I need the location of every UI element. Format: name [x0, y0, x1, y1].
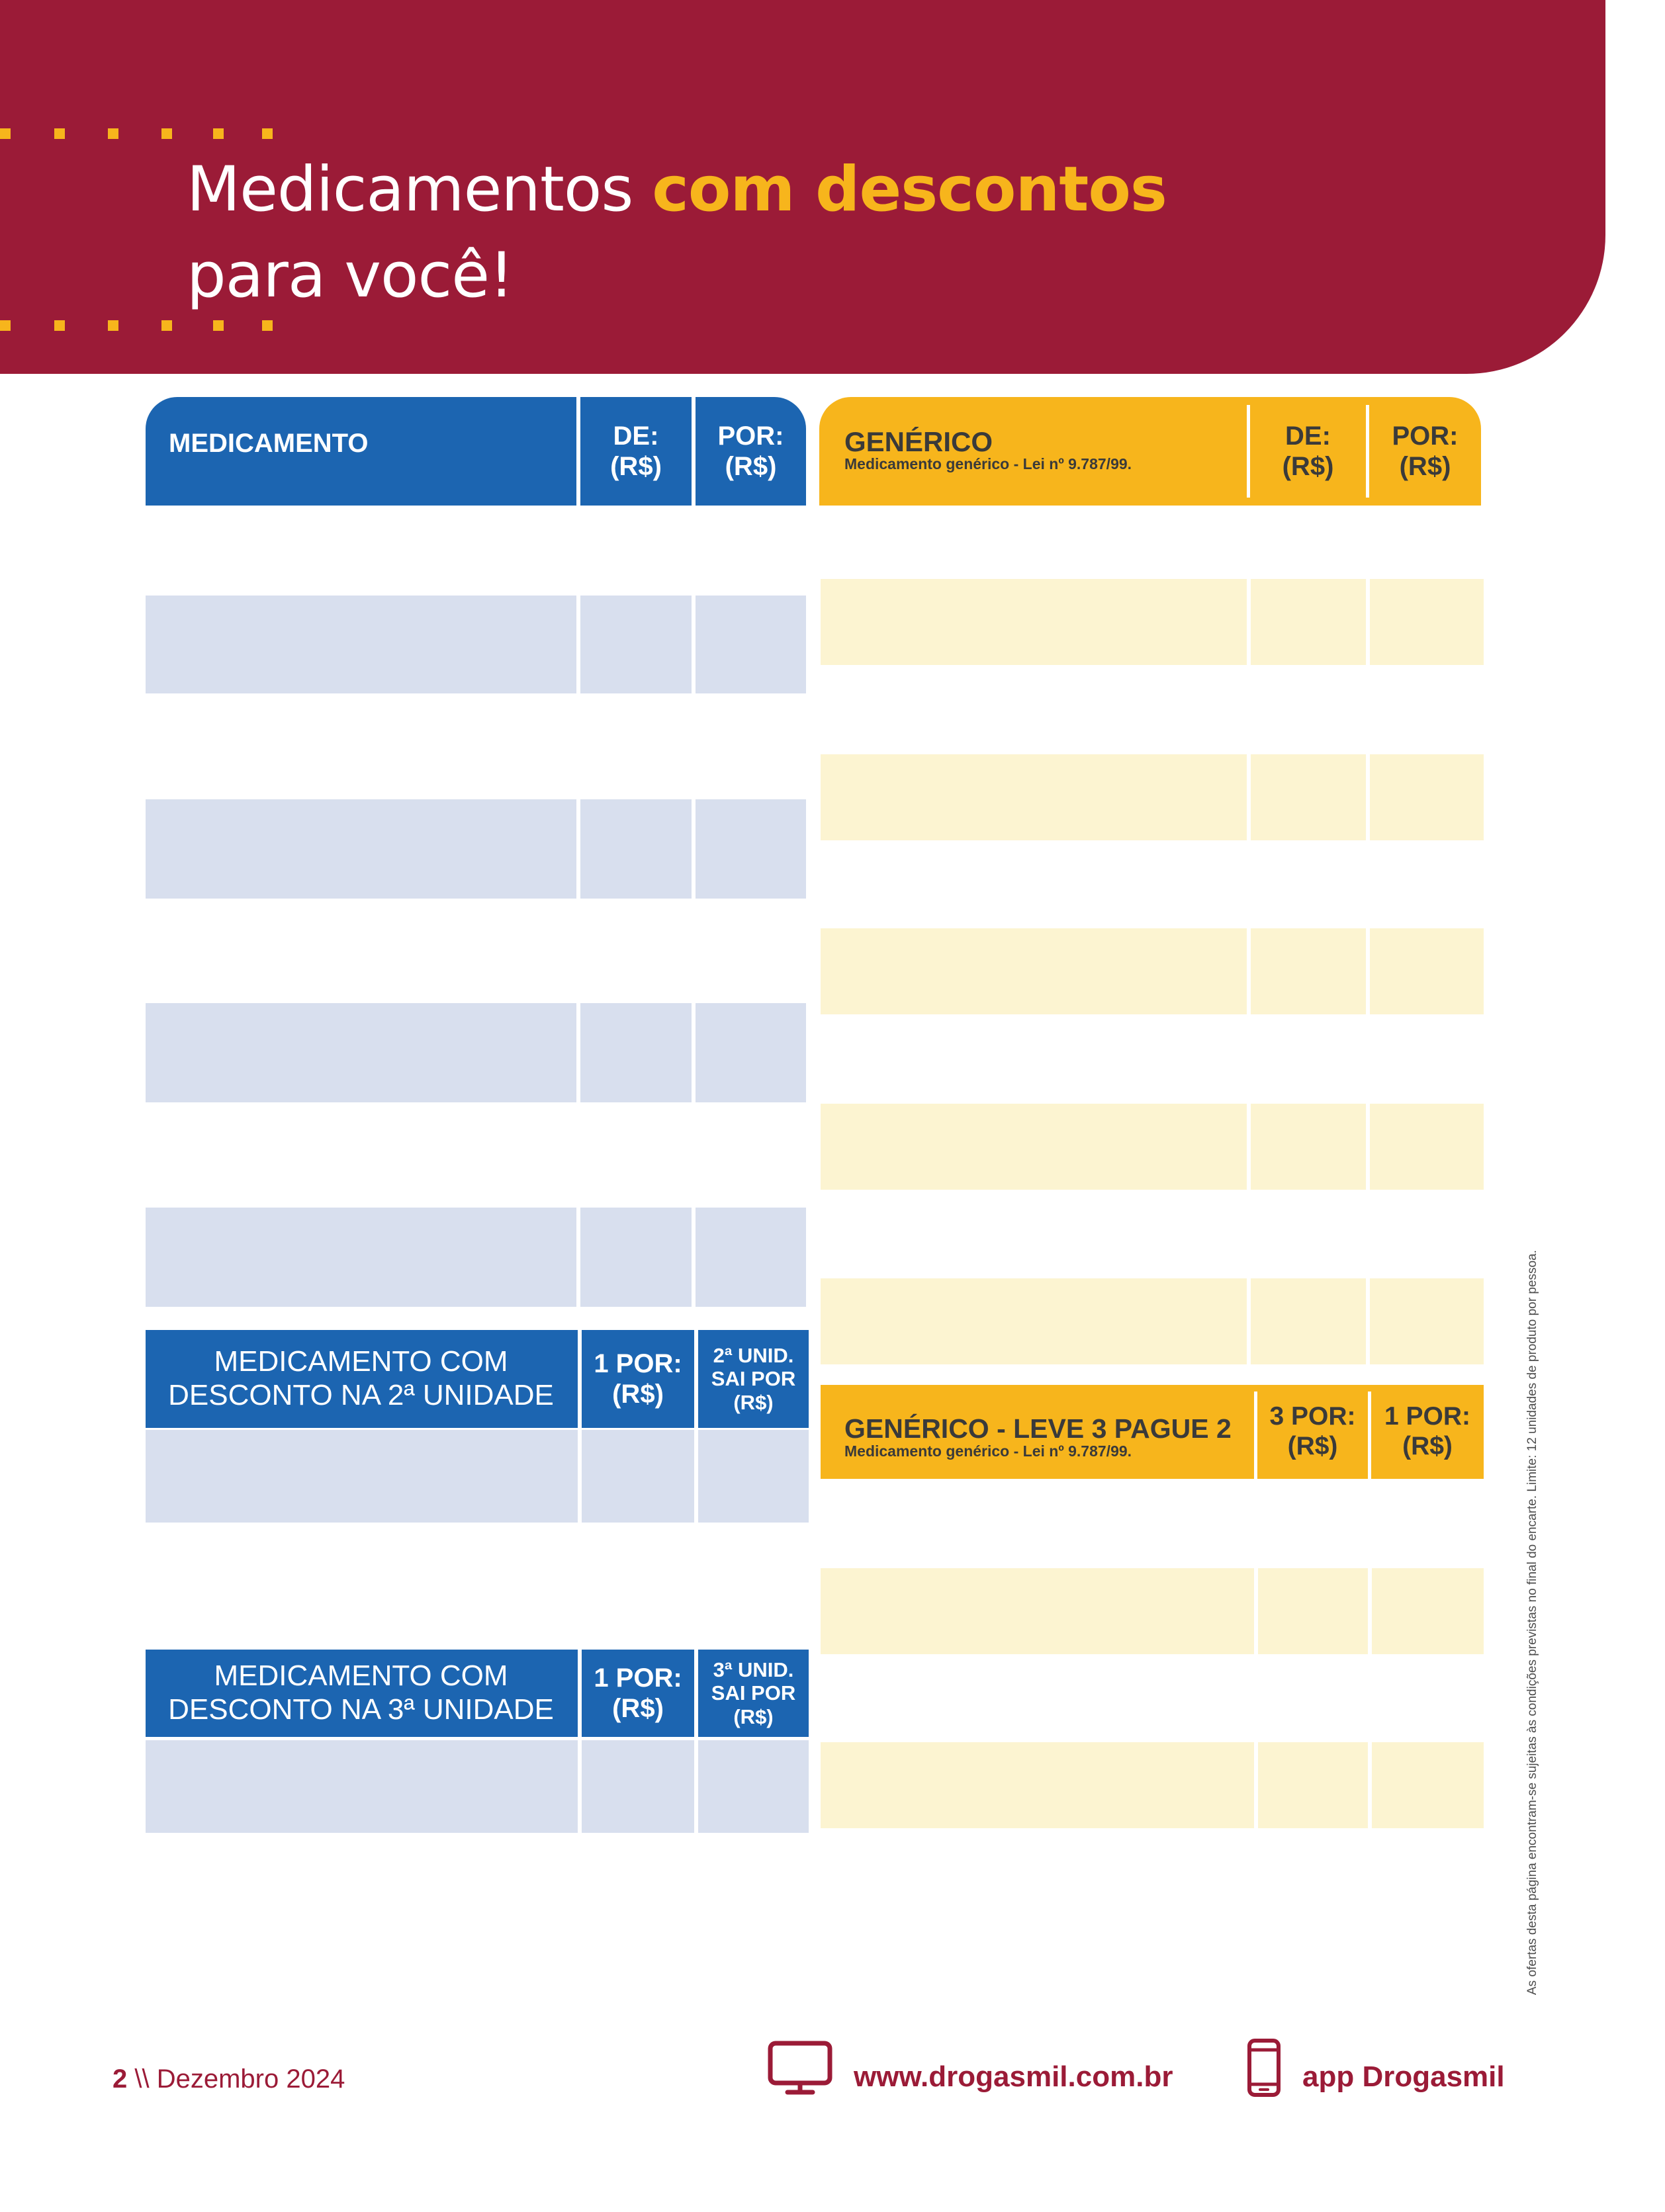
footer-page-info: 2 \\ Dezembro 2024: [112, 2064, 345, 2094]
table-row[interactable]: [146, 1208, 806, 1307]
page-title-accent: com descontos: [652, 154, 1167, 226]
smartphone-icon: [1247, 2038, 1281, 2098]
table-row[interactable]: [821, 928, 1484, 1014]
generico-col-de: DE: (R$): [1282, 421, 1334, 481]
page-title-line2: para você!: [187, 240, 514, 312]
side-disclaimer: As ofertas desta página encontram-se sujeitas às condições previstas no final do encarte. Limite: 12 unidades de produto por pessoa.: [1525, 1250, 1539, 1995]
monitor-icon: [768, 2041, 832, 2096]
table-row[interactable]: [146, 1740, 809, 1833]
terceira-unidade-col-name: MEDICAMENTO COM DESCONTO NA 3ª UNIDADE: [168, 1659, 554, 1726]
terceira-unidade-col-1por: 1 POR: (R$): [594, 1663, 682, 1723]
medicamento-col-de: DE: (R$): [610, 421, 662, 481]
leve3-col-subtitle: Medicamento genérico - Lei nº 9.787/99.: [844, 1442, 1132, 1460]
segunda-unidade-col-unid: 2ª UNID. SAI POR (R$): [711, 1343, 796, 1414]
terceira-unidade-col-unid: 3ª UNID. SAI POR (R$): [711, 1658, 796, 1728]
table-row[interactable]: [821, 579, 1484, 665]
page-number: 2: [112, 2064, 128, 2094]
table-row[interactable]: [146, 596, 806, 693]
segunda-unidade-col-1por: 1 POR: (R$): [594, 1349, 682, 1409]
segunda-unidade-col-name: MEDICAMENTO COM DESCONTO NA 2ª UNIDADE: [168, 1345, 554, 1411]
table-row[interactable]: [146, 1003, 806, 1102]
generico-col-subtitle: Medicamento genérico - Lei nº 9.787/99.: [844, 455, 1132, 472]
table-row[interactable]: [821, 1568, 1484, 1654]
page-title: Medicamentos com descontos: [187, 154, 1167, 226]
table-row[interactable]: [821, 1104, 1484, 1190]
table-row[interactable]: [821, 754, 1484, 840]
table-row[interactable]: [146, 799, 806, 899]
leve3-col-1por: 1 POR: (R$): [1384, 1402, 1471, 1460]
medicamento-col-name: MEDICAMENTO: [169, 429, 369, 458]
table-row[interactable]: [821, 1742, 1484, 1828]
table-row[interactable]: [821, 1278, 1484, 1364]
generico-col-por: POR: (R$): [1392, 421, 1459, 481]
app-link[interactable]: app Drogasmil: [1302, 2060, 1505, 2093]
leve3-col-name: GENÉRICO - LEVE 3 PAGUE 2: [844, 1413, 1232, 1444]
website-link[interactable]: www.drogasmil.com.br: [854, 2060, 1173, 2093]
page-date: Dezembro 2024: [156, 2064, 345, 2094]
generico-col-name: GENÉRICO: [844, 426, 993, 457]
medicamento-col-por: POR: (R$): [717, 421, 784, 481]
table-row[interactable]: [146, 1430, 809, 1523]
leve3-col-3por: 3 POR: (R$): [1269, 1402, 1356, 1460]
